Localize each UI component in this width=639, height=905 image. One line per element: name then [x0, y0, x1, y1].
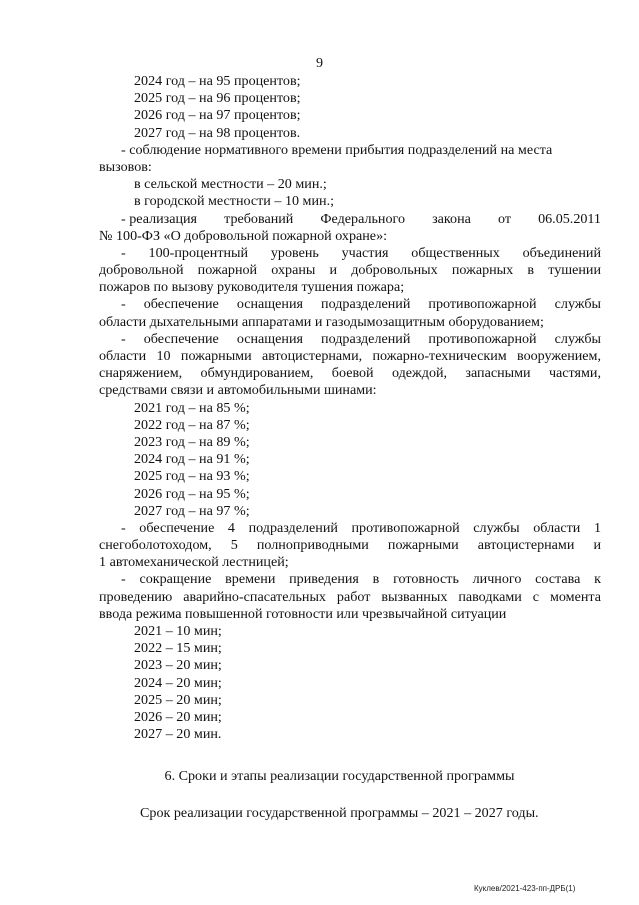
paragraph-line: - сокращение времени приведения в готовность личного состава к: [121, 571, 601, 588]
list-item: 2025 год – на 96 процентов;: [134, 90, 301, 107]
paragraph-line: вызовов:: [99, 158, 152, 175]
paragraph-line: - обеспечение 4 подразделений противопожарной службы области 1: [121, 519, 601, 536]
percent-list: [99, 400, 601, 520]
term-sentence: Срок реализации государственной программы – 2021 – 2027 годы.: [140, 805, 539, 821]
paragraph-line: области дыхательными аппаратами и газодымозащитным оборудованием;: [99, 313, 544, 330]
paragraph-line: проведению аварийно-спасательных работ вызванных паводками с момента: [99, 588, 601, 605]
law-date: 06.05.2011: [538, 210, 601, 227]
volunteer-paragraph: [99, 245, 601, 297]
list-item: 2022 – 15 мин;: [134, 640, 222, 657]
list-item: 2024 год – на 91 %;: [134, 451, 250, 468]
document-body: [99, 73, 601, 743]
paragraph-line: [99, 211, 601, 228]
paragraph-line: - соблюдение нормативного времени прибытия подразделений на места: [121, 141, 553, 158]
list-item: 2026 год – на 95 %;: [134, 485, 250, 502]
list-item: 2025 – 20 мин;: [134, 691, 222, 708]
list-item: 2027 год – на 97 %;: [134, 502, 250, 519]
list-item: 2026 год – на 97 процентов;: [134, 107, 301, 124]
federal-law-paragraph: [99, 211, 601, 245]
minutes-list: [99, 623, 601, 743]
paragraph-line: добровольной пожарной охраны и добровольных пожарных в тушении: [99, 262, 601, 279]
word: закона: [432, 210, 471, 227]
paragraph-line: средствами связи и автомобильными шинами:: [99, 382, 377, 399]
list-item: 2021 год – на 85 %;: [134, 399, 250, 416]
rural-time: в сельской местности – 20 мин.;: [134, 176, 327, 193]
urban-time: в городской местности – 10 мин.;: [134, 193, 335, 210]
paragraph-line: снаряжением, обмундированием, боевой одеждой, запасными частями,: [99, 365, 601, 382]
list-item: 2027 – 20 мин.: [134, 726, 222, 743]
list-item: 2026 – 20 мин;: [134, 708, 222, 725]
word: требований: [224, 210, 294, 227]
paragraph-line: - обеспечение оснащения подразделений противопожарной службы: [121, 330, 601, 347]
list-item: 2025 год – на 93 %;: [134, 468, 250, 485]
word: от: [497, 210, 511, 227]
paragraph-line: пожаров по вызову руководителя тушения пожара;: [99, 279, 405, 296]
page-number: 9: [315, 55, 324, 71]
list-item: 2023 год – на 89 %;: [134, 433, 250, 450]
readiness-paragraph: [99, 571, 601, 623]
paragraph-line: 1 автомеханической лестницей;: [99, 554, 289, 571]
list-item: 2023 – 20 мин;: [134, 657, 222, 674]
paragraph-line: - обеспечение оснащения подразделений противопожарной службы: [121, 296, 601, 313]
list-item: 2024 – 20 мин;: [134, 674, 222, 691]
word: Федерального: [320, 210, 405, 227]
tankers-paragraph: [99, 331, 601, 400]
paragraph-line: - 100-процентный уровень участия общественных объединений: [121, 244, 601, 261]
paragraph-line: ввода режима повышенной готовности или чрезвычайной ситуации: [99, 605, 507, 622]
paragraph-line: области 10 пожарными автоцистернами, пожарно-техническим вооружением,: [99, 348, 601, 364]
paragraph-line: снегоболотоходом, 5 полноприводными пожарными автоцистернами и: [99, 537, 601, 554]
list-item: 2027 год – на 98 процентов.: [134, 124, 301, 141]
list-item: 2024 год – на 95 процентов;: [134, 73, 301, 89]
intro-percent-list: [99, 73, 601, 142]
list-item: 2022 год – на 87 %;: [134, 416, 250, 433]
list-item: 2021 – 10 мин;: [134, 623, 222, 639]
breathing-equipment-paragraph: [99, 296, 601, 330]
law-title: № 100-ФЗ «О добровольной пожарной охране»:: [99, 227, 388, 244]
arrival-time-paragraph: [99, 142, 601, 211]
footer-code: Куклев/2021-423-пп-ДРБ(1): [474, 884, 576, 893]
section-heading: 6. Сроки и этапы реализации государственной программы: [164, 768, 515, 784]
word: - реализация: [121, 210, 198, 227]
swamp-vehicles-paragraph: [99, 520, 601, 572]
